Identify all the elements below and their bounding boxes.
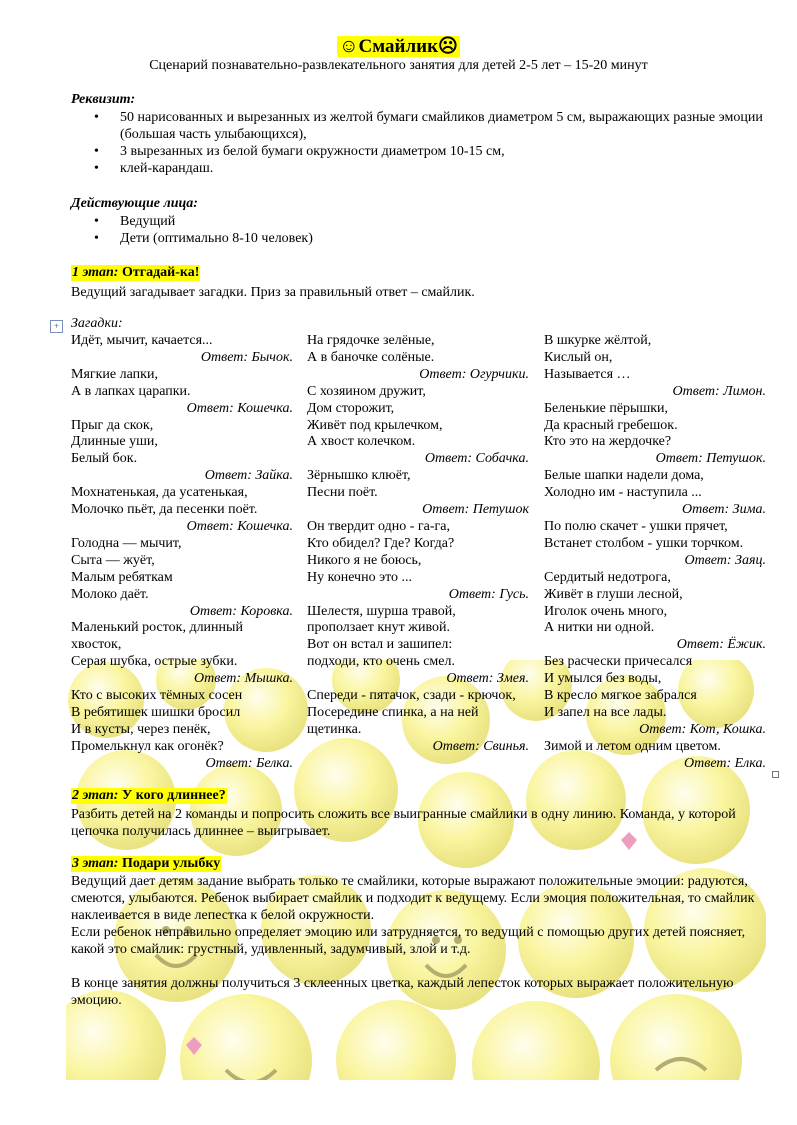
riddle-line: Да красный гребешок. <box>544 417 678 433</box>
riddle-line: Ну конечно это ... <box>307 569 413 585</box>
riddle-answer: Ответ: Свинья. <box>432 738 529 754</box>
riddle-answer: Ответ: Зима. <box>682 502 766 518</box>
riddle-answer: Ответ: Ёжик. <box>676 637 766 653</box>
riddle-answer: Ответ: Кот, Кошка. <box>639 721 766 737</box>
riddle-line: хвосток, <box>71 637 122 653</box>
stage3-heading <box>71 856 221 872</box>
riddle-line: Сердитый недотрога, <box>544 569 671 585</box>
riddle-line: Кто это на жердочке? <box>544 434 672 450</box>
riddle-line: подходи, кто очень смел. <box>307 654 455 670</box>
riddle-answer: Ответ: Лимон. <box>672 383 766 399</box>
riddle-line: Песни поёт. <box>307 485 378 501</box>
stage3-text-3: В конце занятия должны получиться 3 склеенных цветка, каждый лепесток которых выражает положительную эмоцию. <box>71 976 734 1008</box>
riddles-column-3 <box>544 333 766 773</box>
riddle-line: Молочко пьёт, да песенки поёт. <box>71 502 258 518</box>
riddle-line: Белый бок. <box>71 451 138 467</box>
stage3-name: Подари улыбку <box>121 856 221 871</box>
riddle-answer: Ответ: Гусь. <box>448 586 529 602</box>
list-item: • клей-карандаш. <box>94 160 764 177</box>
riddle-line: Голодна — мычит, <box>71 535 182 551</box>
document-title <box>0 35 797 58</box>
riddle-line: Молоко даёт. <box>71 586 149 602</box>
props-list <box>94 109 764 177</box>
riddle-line: Белые шапки надели дома, <box>544 468 704 484</box>
riddle-answer: Ответ: Заяц. <box>684 552 766 568</box>
riddle-line: Идёт, мычит, качается... <box>71 333 213 348</box>
riddle-line: И умылся без воды, <box>544 671 662 687</box>
stage2-text: Разбить детей на 2 команды и попросить сложить все выигранные смайлики в одну линию. Команда, у которой цепочка получилась длиннее – выигрывает. <box>71 807 736 839</box>
riddle-line: Маленький росток, длинный <box>71 620 243 636</box>
riddle-line: Серая шубка, острые зубки. <box>71 654 238 670</box>
riddle-answer: Ответ: Белка. <box>205 755 293 771</box>
riddle-line: Кто с высоких тёмных сосен <box>71 688 243 704</box>
riddle-line: А в лапках царапки. <box>71 383 191 399</box>
riddle-line: Называется … <box>544 366 631 382</box>
list-item: • Ведущий <box>94 213 764 230</box>
riddle-line: И в кусты, через пенёк, <box>71 721 211 737</box>
stage1-text: Ведущий загадывает загадки. Приз за правильный ответ – смайлик. <box>71 285 475 300</box>
list-item: • 50 нарисованных и вырезанных из желтой бумаги смайликов диаметром 5 см, выражающих разные эмоции (большая часть улыбающихся), <box>94 109 764 143</box>
riddle-answer: Ответ: Бычок. <box>200 349 293 365</box>
riddle-line: проползает кнут живой. <box>307 620 450 636</box>
stage1-name: Отгадай-ка! <box>121 265 200 280</box>
props-label: Реквизит: <box>71 92 136 107</box>
riddle-line: Он твердит одно - га-га, <box>307 518 450 534</box>
list-item: • 3 вырезанных из белой бумаги окружности диаметром 10-15 см, <box>94 143 764 160</box>
riddle-answer: Ответ: Петушок <box>422 502 529 518</box>
riddle-line: По полю скачет - ушки прячет, <box>544 518 728 534</box>
riddle-line: На грядочке зелёные, <box>307 333 435 348</box>
riddle-line: Иголок очень много, <box>544 603 668 619</box>
riddle-line: Малым ребяткам <box>71 569 173 585</box>
riddle-answer: Ответ: Мышка. <box>193 671 293 687</box>
riddle-line: Холодно им - наступила ... <box>544 485 702 501</box>
riddle-line: А нитки ни одной. <box>544 620 655 636</box>
riddle-line: Длинные уши, <box>71 434 158 450</box>
stage1-number: 1 этап: <box>72 265 119 280</box>
riddle-line: А в баночке солёные. <box>307 349 435 365</box>
riddles-column-2 <box>307 333 529 756</box>
riddles-column-1 <box>71 333 293 773</box>
riddle-line: Беленькие пёрышки, <box>544 400 669 416</box>
riddle-answer: Ответ: Собачка. <box>424 451 529 467</box>
riddle-line: Зёрнышко клюёт, <box>307 468 411 484</box>
riddle-line: Шелестя, шурша травой, <box>307 603 456 619</box>
riddle-line: Живёт в глуши лесной, <box>544 586 683 602</box>
riddle-line: Дом сторожит, <box>307 400 395 416</box>
characters-label: Действующие лица: <box>71 196 198 211</box>
title-text: ☺Смайлик☹ <box>339 36 458 57</box>
riddle-answer: Ответ: Зайка. <box>204 468 293 484</box>
riddle-line: Без расчески причесался <box>544 654 693 670</box>
stage2-number: 2 этап: <box>72 788 119 803</box>
riddle-line: А хвост колечком. <box>307 434 416 450</box>
riddle-answer: Ответ: Огурчики. <box>419 366 529 382</box>
riddle-answer: Ответ: Кошечка. <box>186 400 293 416</box>
riddle-line: Живёт под крылечком, <box>307 417 443 433</box>
riddles-label: Загадки: <box>71 316 123 331</box>
riddle-answer: Ответ: Змея. <box>446 671 529 687</box>
riddle-answer: Ответ: Елка. <box>684 755 766 771</box>
riddle-line: Кислый он, <box>544 349 613 365</box>
riddle-line: Посередине спинка, а на ней <box>307 704 479 720</box>
list-item: • Дети (оптимально 8-10 человек) <box>94 230 764 247</box>
riddle-line: Зимой и летом одним цветом. <box>544 738 721 754</box>
riddle-line: В шкурке жёлтой, <box>544 333 652 348</box>
riddle-line: Спереди - пятачок, сзади - крючок, <box>307 688 516 704</box>
stage3-text-1: Ведущий дает детям задание выбрать только те смайлики, которые выражают положительные эмоции: радуются, смеются, улыбаются. Ребенок выбирает смайлик и подходит к ведущему. Если эмоция положительная, то смайлик наклеивается в виде лепестка к белой окружности. <box>71 874 755 923</box>
stage1-heading <box>71 265 200 281</box>
riddle-line: Мягкие лапки, <box>71 366 158 382</box>
riddle-line: Никого я не боюсь, <box>307 552 422 568</box>
riddle-line: щетинка. <box>307 721 362 737</box>
riddle-line: Мохнатенькая, да усатенькая, <box>71 485 248 501</box>
riddle-line: Промелькнул как огонёк? <box>71 738 224 754</box>
riddle-line: Прыг да скок, <box>71 417 154 433</box>
stage2-heading <box>71 788 227 804</box>
riddle-answer: Ответ: Коровка. <box>189 603 293 619</box>
riddle-line: С хозяином дружит, <box>307 383 426 399</box>
riddle-line: В ребятишек шишки бросил <box>71 704 241 720</box>
stage3-number: 3 этап: <box>72 856 119 871</box>
riddle-line: Кто обидел? Где? Когда? <box>307 535 455 551</box>
document-subtitle: Сценарий познавательно-развлекательного занятия для детей 2-5 лет – 15-20 минут <box>149 58 648 73</box>
riddle-answer: Ответ: Кошечка. <box>186 518 293 534</box>
table-move-handle-icon[interactable]: + <box>50 320 63 333</box>
riddle-line: В кресло мягкое забрался <box>544 688 697 704</box>
riddle-line: Вот он встал и зашипел: <box>307 637 453 653</box>
stage3-text-2: Если ребенок неправильно определяет эмоцию или затрудняется, то ведущий с помощью других детей поясняет, какой это смайлик: грустный, удивленный, задумчивый, злой и т.д. <box>71 925 746 957</box>
stage2-name: У кого длиннее? <box>121 788 226 803</box>
riddle-line: И запел на все лады. <box>544 704 667 720</box>
riddle-line: Встанет столбом - ушки торчком. <box>544 535 744 551</box>
table-resize-handle[interactable] <box>772 771 779 778</box>
riddle-line: Сыта — жуёт, <box>71 552 155 568</box>
characters-list <box>94 213 764 247</box>
riddle-answer: Ответ: Петушок. <box>655 451 766 467</box>
